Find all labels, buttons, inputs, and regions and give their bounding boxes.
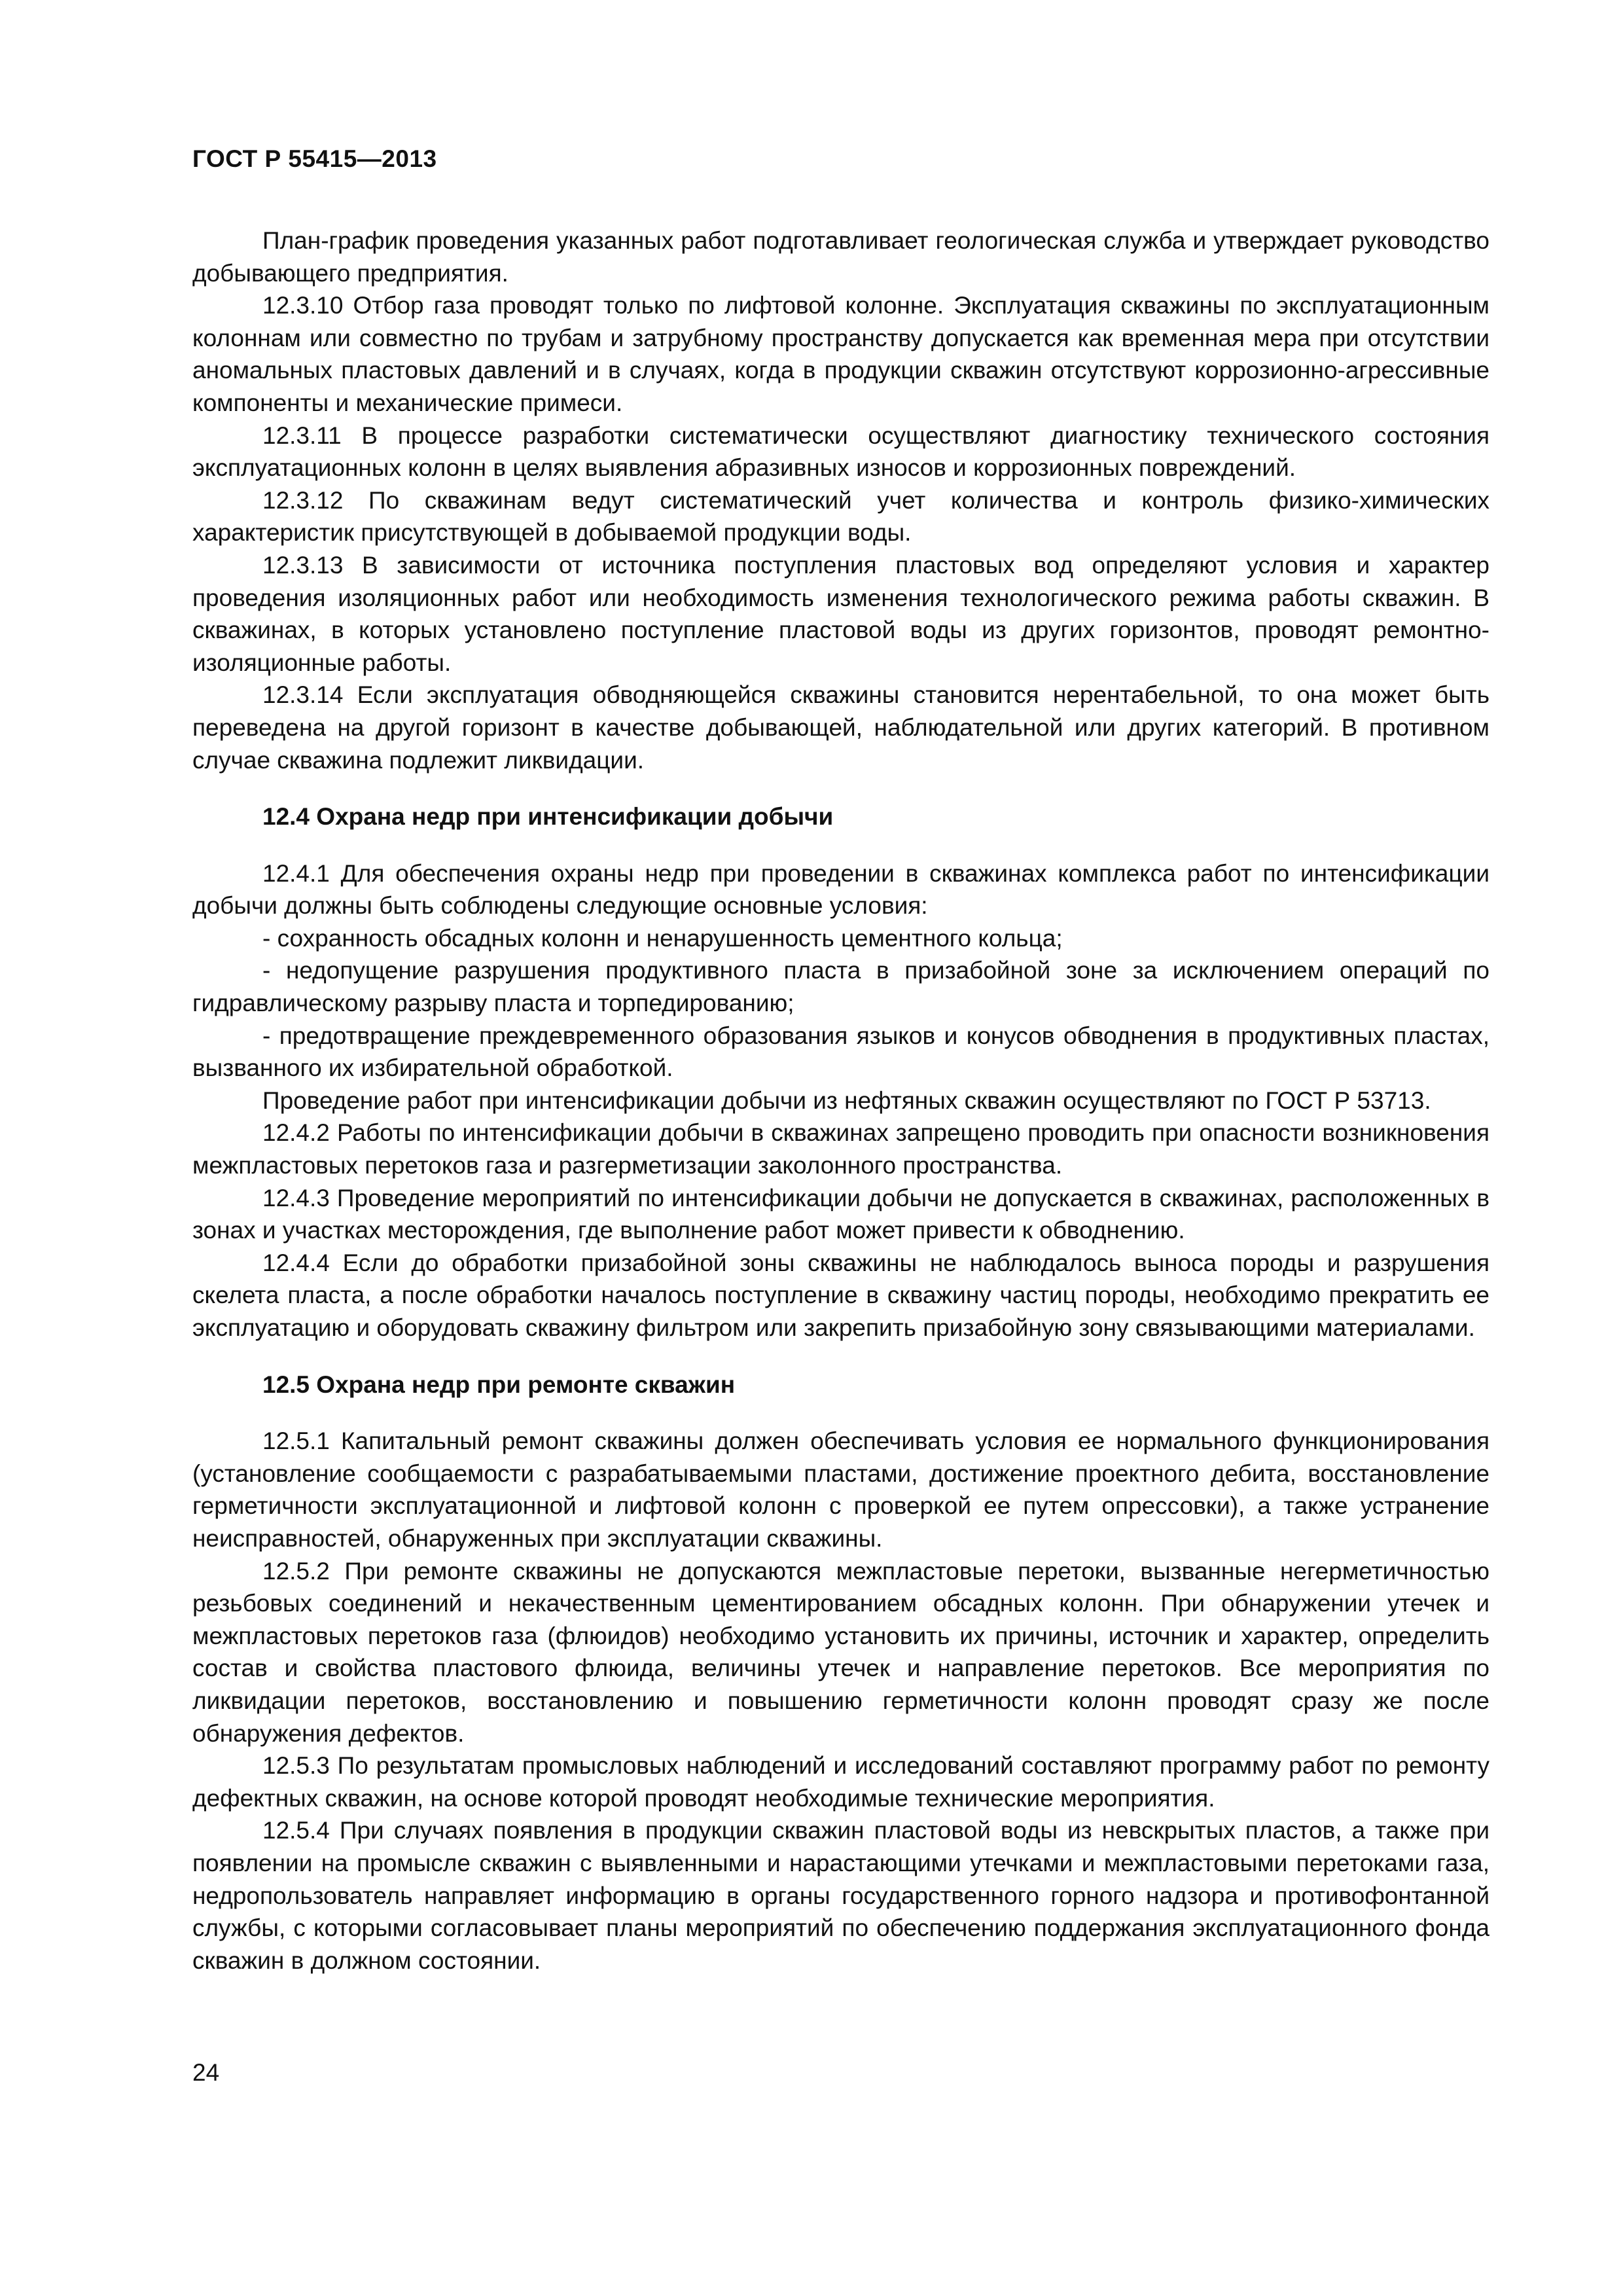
paragraph: 12.4.3 Проведение мероприятий по интенсификации добычи не допускается в скважинах, расположенных в зонах и участках месторождения, где выполнение работ может привести к обводнению. <box>192 1184 1489 1244</box>
paragraph: 12.3.11 В процессе разработки систематически осуществляют диагностику технического состояния эксплуатационных колонн в целях выявления абразивных износов и коррозионных повреждений. <box>192 422 1489 482</box>
paragraph: 12.3.13 В зависимости от источника поступления пластовых вод определяют условия и характер проведения изоляционных работ или необходимость изменения технологического режима работы скважин. В скважинах, в которых установлено поступление пластовой воды из других горизонтов, проводят ремонтно-изоляционные работы. <box>192 551 1489 676</box>
document-header: ГОСТ Р 55415—2013 <box>192 145 437 172</box>
paragraph: 12.5.3 По результатам промысловых наблюдений и исследований составляют программу работ по ремонту дефектных скважин, на основе которой проводят необходимые технические мероприятия. <box>192 1752 1489 1812</box>
paragraph: 12.3.12 По скважинам ведут систематический учет количества и контроль физико-химических характеристик присутствующей в добываемой продукции воды. <box>192 486 1489 547</box>
paragraph: 12.3.14 Если эксплуатация обводняющейся скважины становится нерентабельной, то она может быть переведена на другой горизонт в качестве добывающей, наблюдательной или других категорий. В противном случае скважина подлежит ликвидации. <box>192 681 1489 774</box>
paragraph: 12.4.1 Для обеспечения охраны недр при проведении в скважинах комплекса работ по интенсификации добычи должны быть соблюдены следующие основные условия: <box>192 859 1489 920</box>
paragraph: План-график проведения указанных работ подготавливает геологическая служба и утверждает руководство добывающего предприятия. <box>192 227 1489 287</box>
list-item: - недопущение разрушения продуктивного пласта в призабойной зоне за исключением операций по гидравлическому разрыву пласта и торпедированию; <box>192 957 1489 1017</box>
paragraph: 12.3.10 Отбор газа проводят только по лифтовой колонне. Эксплуатация скважины по эксплуатационным колоннам или совместно по трубам и затрубному пространству допускается как временная мера при отсутствии аномальных пластовых давлений и в случаях, когда в продукции скважин отсутствуют коррозионно-агрессивные компоненты и механические примеси. <box>192 292 1489 416</box>
paragraph: 12.4.4 Если до обработки призабойной зоны скважины не наблюдалось выноса породы и разрушения скелета пласта, а после обработки началось поступление в скважину частиц породы, необходимо прекратить ее эксплуатацию и оборудовать скважину фильтром или закрепить призабойную зону связывающими материалами. <box>192 1249 1489 1341</box>
paragraph: 12.5.4 При случаях появления в продукции скважин пластовой воды из невскрытых пластов, а также при появлении на промысле скважин с выявленными и нарастающими утечками и межпластовыми перетоками газа, недропользователь направляет информацию в органы государственного горного надзора и противофонтанной службы, с которыми согласовывает планы мероприятий по обеспечению поддержания эксплуатационного фонда скважин в должном состоянии. <box>192 1817 1489 1974</box>
list-item: - предотвращение преждевременного образования языков и конусов обводнения в продуктивных пластах, вызванного их избирательной обработкой. <box>192 1022 1489 1082</box>
paragraph: 12.5.2 При ремонте скважины не допускаются межпластовые перетоки, вызванные негерметичностью резьбовых соединений и некачественным цементированием обсадных колонн. При обнаружении утечек и межпластовых перетоков газа (флюидов) необходимо установить их причины, источник и характер, определить состав и свойства пластового флюида, величины утечек и направление перетоков. Все мероприятия по ликвидации перетоков, восстановлению и повышению герметичности колонн проводят сразу же после обнаружения дефектов. <box>192 1557 1489 1747</box>
page-number: 24 <box>192 2059 220 2086</box>
section-heading-12-4: 12.4 Охрана недр при интенсификации добычи <box>262 803 834 831</box>
paragraph: 12.4.2 Работы по интенсификации добычи в скважинах запрещено проводить при опасности возникновения межпластовых перетоков газа и разгерметизации заколонного пространства. <box>192 1119 1489 1179</box>
document-body <box>192 224 1489 1977</box>
section-heading-12-5: 12.5 Охрана недр при ремонте скважин <box>262 1371 736 1398</box>
list-item: - сохранность обсадных колонн и ненарушенность цементного кольца; <box>262 924 1063 952</box>
paragraph: 12.5.1 Капитальный ремонт скважины должен обеспечивать условия ее нормального функционирования (установление сообщаемости с разрабатываемыми пластами, достижение проектного дебита, восстановление герметичности эксплуатационной и лифтовой колонн с проверкой ее путем опрессовки), а также устранение неисправностей, обнаруженных при эксплуатации скважины. <box>192 1427 1489 1552</box>
paragraph: Проведение работ при интенсификации добычи из нефтяных скважин осуществляют по ГОСТ Р 53713. <box>262 1086 1431 1114</box>
